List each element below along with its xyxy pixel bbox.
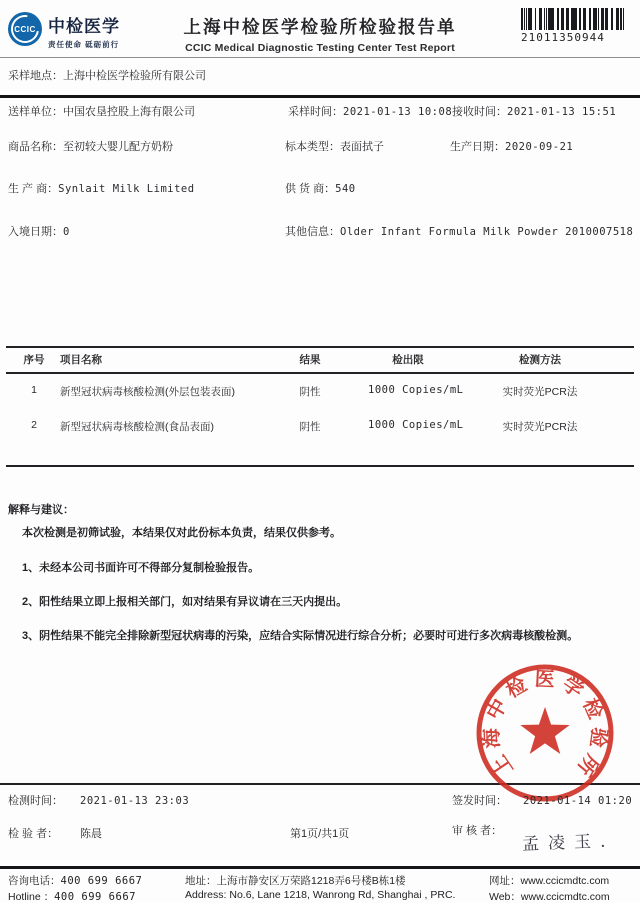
row-item: 新型冠状病毒核酸检测(食品表面) xyxy=(60,421,214,433)
manufacturer-value: Synlait Milk Limited xyxy=(58,183,195,195)
interpretation-note: 2、阳性结果立即上报相关部门，如对结果有异议请在三天内提出。 xyxy=(22,596,348,608)
address-en-label: Address: xyxy=(185,889,227,901)
row-method: 实时荧光PCR法 xyxy=(502,386,578,398)
logo-brand: 中检医学 xyxy=(48,17,120,36)
logo-tagline: 责任使命 砥砺前行 xyxy=(48,40,120,49)
manufacturer-label: 生 产 商： xyxy=(8,183,59,195)
table-top-line xyxy=(6,346,634,348)
report-title-cn: 上海中检医学检验所检验报告单 xyxy=(183,17,457,37)
row-method: 实时荧光PCR法 xyxy=(502,421,578,433)
product-row xyxy=(8,141,173,154)
hotline-label: Hotline ： xyxy=(8,891,55,903)
other-info-row xyxy=(285,226,633,239)
interpretation-note: 1、未经本公司书面许可不得部分复制检验报告。 xyxy=(22,562,260,574)
issue-time-value: 2021-01-14 01:20 xyxy=(523,795,633,807)
inspector-value: 陈晨 xyxy=(80,828,102,840)
supplier-row xyxy=(285,183,356,196)
sample-location-value: 上海中检医学检验所有限公司 xyxy=(63,70,206,82)
row-seq: 1 xyxy=(31,384,37,396)
interpretation-note: 3、阴性结果不能完全排除新型冠状病毒的污染，应结合实际情况进行综合分析；必要时可进行多次病毒核酸检测。 xyxy=(22,630,579,642)
row-limit: 1000 Copies/mL xyxy=(368,384,464,396)
web-value: www.ccicmdtc.com xyxy=(520,875,610,887)
manufacturer-row xyxy=(8,183,195,196)
row-limit: 1000 Copies/mL xyxy=(368,419,464,431)
other-info-value: Older Infant Formula Milk Powder 2010007518 xyxy=(340,226,634,238)
official-seal-stamp xyxy=(472,660,618,806)
inspector-label: 检 验 者： xyxy=(8,828,59,840)
phone-value: 400 699 6667 xyxy=(60,875,143,887)
barcode-number: 21011350944 xyxy=(521,31,605,44)
address-en-value: No.6, Lane 1218, Wanrong Rd, Shanghai , PRC. xyxy=(229,889,456,901)
web-en-label: Web： xyxy=(489,891,521,903)
row-result: 阴性 xyxy=(299,386,321,398)
sender-value: 中国农垦控股上海有限公司 xyxy=(63,106,195,118)
col-header-seq: 序号 xyxy=(23,354,45,366)
divider-header xyxy=(0,95,640,98)
address-label: 地址： xyxy=(185,875,217,887)
entry-date-row xyxy=(8,226,70,239)
reviewer-label: 审 核 者： xyxy=(452,825,503,837)
col-header-result: 结果 xyxy=(299,354,321,366)
ccic-logo-icon xyxy=(8,12,42,46)
test-time-value: 2021-01-13 23:03 xyxy=(80,795,190,807)
web-en-row xyxy=(489,889,610,903)
supplier-label: 供 货 商： xyxy=(285,183,336,195)
receive-time-label: 接收时间： xyxy=(452,106,507,118)
col-header-item: 项目名称 xyxy=(60,354,102,366)
supplier-value: 540 xyxy=(335,183,356,195)
issue-time-label: 签发时间： xyxy=(452,795,507,807)
address-row xyxy=(185,873,406,888)
row-result: 阴性 xyxy=(299,421,321,433)
row-seq: 2 xyxy=(31,419,37,431)
barcode-icon xyxy=(521,8,625,30)
sampling-time-value: 2021-01-13 10:08 xyxy=(343,106,453,118)
sender-label: 送样单位： xyxy=(8,106,63,118)
receive-time-row xyxy=(452,106,616,119)
ccic-logo-mark: CCIC xyxy=(14,24,36,34)
sampling-time-label: 采样时间： xyxy=(288,106,343,118)
other-info-label: 其他信息： xyxy=(285,226,340,238)
report-title-en: CCIC Medical Diagnostic Testing Center Test Report xyxy=(185,42,455,54)
product-value: 至初较大婴儿配方奶粉 xyxy=(63,141,173,153)
prod-date-row xyxy=(450,141,573,154)
product-label: 商品名称： xyxy=(8,141,63,153)
web-label: 网址： xyxy=(489,875,521,887)
page-info: 第1页/共1页 xyxy=(290,828,350,840)
phone-row xyxy=(8,873,142,888)
entry-date-value: 0 xyxy=(63,226,70,238)
phone-label: 咨询电话： xyxy=(8,875,61,887)
sample-location-label: 采样地点： xyxy=(8,70,63,82)
stamp-ring-text: 上海中检医学检验所 xyxy=(480,668,611,785)
sampling-time-row xyxy=(288,106,452,119)
table-bottom-line xyxy=(6,465,634,467)
barcode-block xyxy=(521,8,625,44)
web-en-value: www.ccicmdtc.com xyxy=(520,891,610,903)
test-time-label: 检测时间： xyxy=(8,795,63,807)
address-en-row xyxy=(185,889,455,901)
report-title-block xyxy=(100,14,540,54)
row-item: 新型冠状病毒核酸检测(外层包装表面) xyxy=(60,386,235,398)
divider-footer xyxy=(0,866,640,869)
prod-date-value: 2020-09-21 xyxy=(505,141,574,153)
hotline-value: 400 699 6667 xyxy=(54,891,136,903)
entry-date-label: 入境日期： xyxy=(8,226,63,238)
divider-top xyxy=(0,57,640,58)
sender-row xyxy=(8,106,195,119)
star-icon xyxy=(520,707,569,754)
specimen-value: 表面拭子 xyxy=(340,141,384,153)
receive-time-value: 2021-01-13 15:51 xyxy=(507,106,617,118)
reviewer-signature: 孟凌玉. xyxy=(521,831,615,855)
hotline-row xyxy=(8,889,136,903)
web-row xyxy=(489,873,609,888)
specimen-label: 标本类型： xyxy=(285,141,340,153)
interpretation-intro: 本次检测是初筛试验，本结果仅对此份标本负责，结果仅供参考。 xyxy=(22,527,341,539)
address-value: 上海市静安区万荣路1218弄6号楼B栋1楼 xyxy=(216,875,406,887)
specimen-row xyxy=(285,141,384,154)
col-header-method: 检测方法 xyxy=(519,354,561,366)
col-header-limit: 检出限 xyxy=(392,354,424,366)
prod-date-label: 生产日期： xyxy=(450,141,505,153)
table-header-line xyxy=(6,372,634,374)
sample-location-row xyxy=(8,70,206,83)
interpretation-title: 解释与建议： xyxy=(8,504,74,516)
